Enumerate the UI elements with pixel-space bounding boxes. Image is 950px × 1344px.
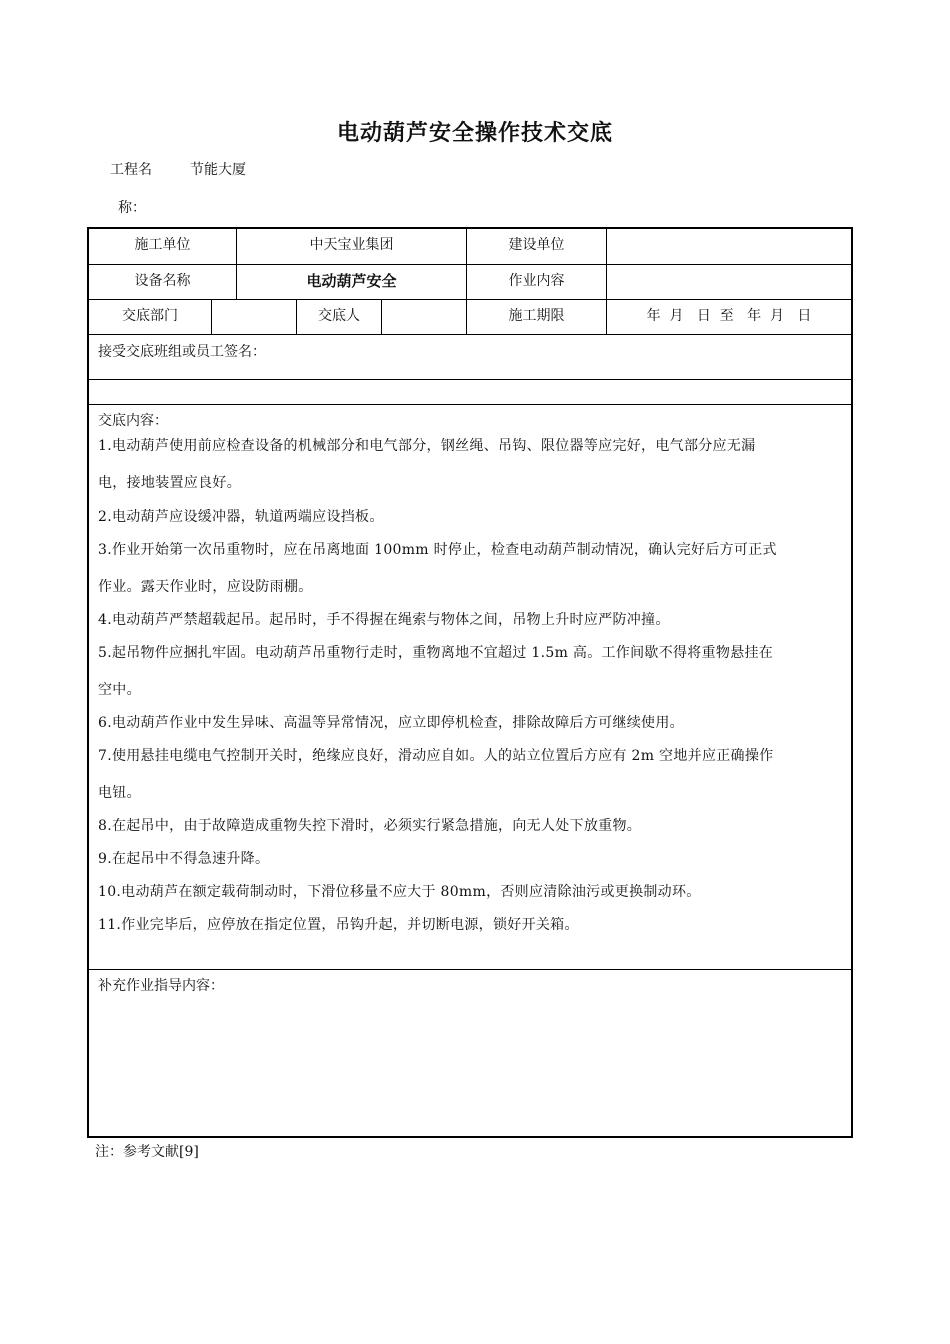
content-line: 7.使用悬挂电缆电气控制开关时，绝缘应良好，滑动应自如。人的站立位置后方应有 2m 空地并应正确操作	[98, 748, 774, 764]
builder-label: 建设单位	[508, 237, 565, 253]
equipment-value: 电动葫芦安全	[306, 271, 397, 290]
content-line: 6.电动葫芦作业中发生异味、高温等异常情况，应立即停机检查，排除故障后方可继续使用。	[98, 715, 684, 731]
content-line: 5.起吊物件应捆扎牢固。电动葫芦吊重物行走时，重物离地不宜超过 1.5m 高。工作间歇不得将重物悬挂在	[98, 645, 774, 661]
content-line: 8.在起吊中，由于故障造成重物失控下滑时，必须实行紧急措施，向无人处下放重物。	[98, 818, 642, 834]
person-label: 交底人	[318, 308, 360, 324]
content-label: 交底内容：	[98, 413, 168, 429]
equipment-label: 设备名称	[134, 273, 191, 289]
reference-note: 注：参考文献[9]	[95, 1144, 199, 1160]
row-divider	[89, 379, 851, 380]
construction-unit-value: 中天宝业集团	[309, 237, 394, 253]
content-line: 1.电动葫芦使用前应检查设备的机械部分和电气部分，钢丝绳、吊钩、限位器等应完好，电气部分应无漏	[98, 438, 756, 454]
content-line: 11.作业完毕后，应停放在指定位置，吊钩升起，并切断电源，锁好开关箱。	[98, 917, 579, 933]
signature-label: 接受交底班组或员工签名：	[98, 344, 266, 360]
content-line: 电钮。	[98, 785, 141, 801]
row-divider	[89, 969, 851, 970]
builder-value	[607, 229, 851, 259]
row-divider	[89, 404, 851, 405]
supplement-label: 补充作业指导内容：	[98, 978, 224, 994]
content-line: 作业。露天作业时，应设防雨棚。	[98, 579, 313, 595]
work-content-value	[607, 265, 851, 295]
construction-unit-label: 施工单位	[134, 237, 191, 253]
person-value	[382, 300, 466, 330]
period-label: 施工期限	[508, 308, 565, 324]
content-line: 9.在起吊中不得急速升降。	[98, 851, 270, 867]
dept-label: 交底部门	[122, 308, 178, 324]
row-divider	[89, 334, 851, 335]
document-title: 电动葫芦安全操作技术交底	[336, 121, 613, 146]
period-value: 年 月 日 至 年 月 日	[646, 308, 812, 324]
content-line: 10.电动葫芦在额定载荷制动时，下滑位移量不应大于 80mm，否则应清除油污或更换制动环。	[98, 884, 701, 900]
content-line: 3.作业开始第一次吊重物时，应在吊离地面 100mm 时停止，检查电动葫芦制动情况，确认完好后方可正式	[98, 542, 777, 558]
content-line: 2.电动葫芦应设缓冲器，轨道两端应设挡板。	[98, 509, 384, 525]
content-line: 电，接地装置应良好。	[98, 475, 241, 491]
project-name-value: 节能大厦	[190, 162, 246, 178]
content-line: 空中。	[98, 682, 141, 698]
briefing-table	[87, 227, 853, 1138]
project-name-label-continued: 称：	[118, 200, 146, 216]
content-line: 4.电动葫芦严禁超载起吊。起吊时，手不得握在绳索与物体之间，吊物上升时应严防冲撞。	[98, 612, 670, 628]
project-name-label: 工程名	[110, 162, 152, 178]
dept-value	[212, 300, 296, 330]
work-content-label: 作业内容	[508, 273, 565, 289]
